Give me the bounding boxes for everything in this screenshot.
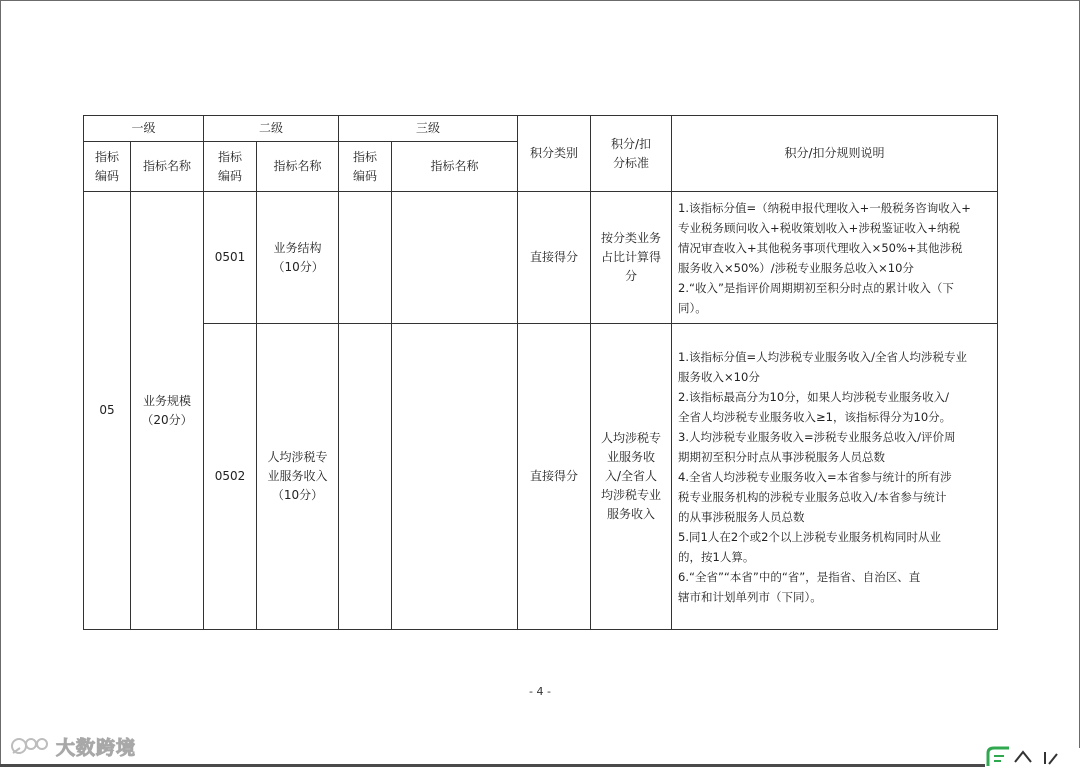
rule-line: 2.“收入”是指评价周期期初至积分时点的累计收入（下 — [678, 280, 954, 295]
scoring-table — [83, 115, 998, 630]
level2-code: 0501 — [204, 192, 257, 324]
corner-badge-icon — [985, 744, 1080, 767]
header-l2-name: 指标名称 — [257, 142, 339, 192]
rule-line: 3.人均涉税专业服务收入=涉税专业服务总收入/评价周 — [678, 429, 956, 444]
rules-cell — [672, 192, 998, 324]
rule-line: 税专业服务机构的涉税专业服务总收入/本省参与统计 — [678, 489, 947, 504]
rule-line: 服务收入×10分 — [678, 369, 760, 384]
header-row-levels — [84, 116, 998, 142]
rule-line: 服务收入×50%）/涉税专业服务总收入×10分 — [678, 260, 914, 275]
rule-line: 辖市和计划单列市（下同）。 — [678, 589, 822, 604]
header-standard-text: 积分/扣分标准 — [611, 136, 652, 170]
rule-line: 4.全省人均涉税专业服务收入=本省参与统计的所有涉 — [678, 469, 952, 484]
rule-line: 情况审查收入+其他税务事项代理收入×50%+其他涉税 — [678, 240, 963, 255]
header-l3-name: 指标名称 — [392, 142, 518, 192]
level2-name-text: 业务结构（10分） — [272, 240, 324, 274]
rule-line: 5.同1人在2个或2个以上涉税专业服务机构同时从业 — [678, 529, 941, 544]
level3-name — [392, 192, 518, 324]
header-level3: 三级 — [339, 116, 518, 142]
header-l1-name: 指标名称 — [131, 142, 204, 192]
level1-name-text: 业务规模（20分） — [141, 393, 193, 427]
header-category: 积分类别 — [518, 116, 591, 192]
level3-code — [339, 324, 392, 630]
rule-line: 2.该指标最高分为10分，如果人均涉税专业服务收入/ — [678, 389, 950, 404]
header-rules: 积分/扣分规则说明 — [672, 116, 998, 192]
page-number: - 4 - — [529, 685, 551, 698]
standard-cell — [591, 192, 672, 324]
level2-name-text: 人均涉税专业服务收入（10分） — [267, 450, 328, 502]
header-l3-code-text: 指标编码 — [353, 149, 378, 183]
header-l1-code — [84, 142, 131, 192]
header-level1: 一级 — [84, 116, 204, 142]
rule-line: 同）。 — [678, 300, 707, 315]
rule-line: 1.该指标分值=（纳税申报代理收入+一般税务咨询收入+ — [678, 200, 971, 215]
rule-line: 期期初至积分时点从事涉税服务人员总数 — [678, 449, 886, 464]
header-l2-code-text: 指标编码 — [218, 149, 243, 183]
header-level2: 二级 — [204, 116, 339, 142]
category-cell: 直接得分 — [518, 324, 591, 630]
rule-line: 的从事涉税服务人员总数 — [678, 509, 805, 524]
header-l2-code — [204, 142, 257, 192]
level3-name — [392, 324, 518, 630]
header-l1-code-text: 指标编码 — [94, 149, 119, 183]
standard-text: 人均涉税专业服务收入/全省人均涉税专业服务收入 — [601, 431, 662, 521]
rule-line: 6.“全省”“本省”中的“省”，是指省、自治区、直 — [678, 569, 921, 584]
level1-name — [131, 192, 204, 630]
level1-code: 05 — [84, 192, 131, 630]
watermark-text: 大数跨境 — [56, 736, 137, 759]
rules-cell — [672, 324, 998, 630]
standard-cell — [591, 324, 672, 630]
level3-code — [339, 192, 392, 324]
header-standard — [591, 116, 672, 192]
table-row — [84, 324, 998, 630]
level2-name — [257, 324, 339, 630]
rule-line: 专业税务顾问收入+税收策划收入+涉税鉴证收入+纳税 — [678, 220, 960, 235]
rule-line: 1.该指标分值=人均涉税专业服务收入/全省人均涉税专业 — [678, 349, 968, 364]
watermark-logo-icon — [10, 733, 50, 759]
standard-text: 按分类业务占比计算得分 — [601, 231, 662, 283]
watermark — [10, 731, 136, 761]
rule-line: 的，按1人算。 — [678, 549, 755, 564]
rule-line: 全省人均涉税专业服务收入≥1，该指标得分为10分。 — [678, 409, 952, 424]
category-cell: 直接得分 — [518, 192, 591, 324]
level2-name — [257, 192, 339, 324]
table-row — [84, 192, 998, 324]
level2-code: 0502 — [204, 324, 257, 630]
header-l3-code — [339, 142, 392, 192]
